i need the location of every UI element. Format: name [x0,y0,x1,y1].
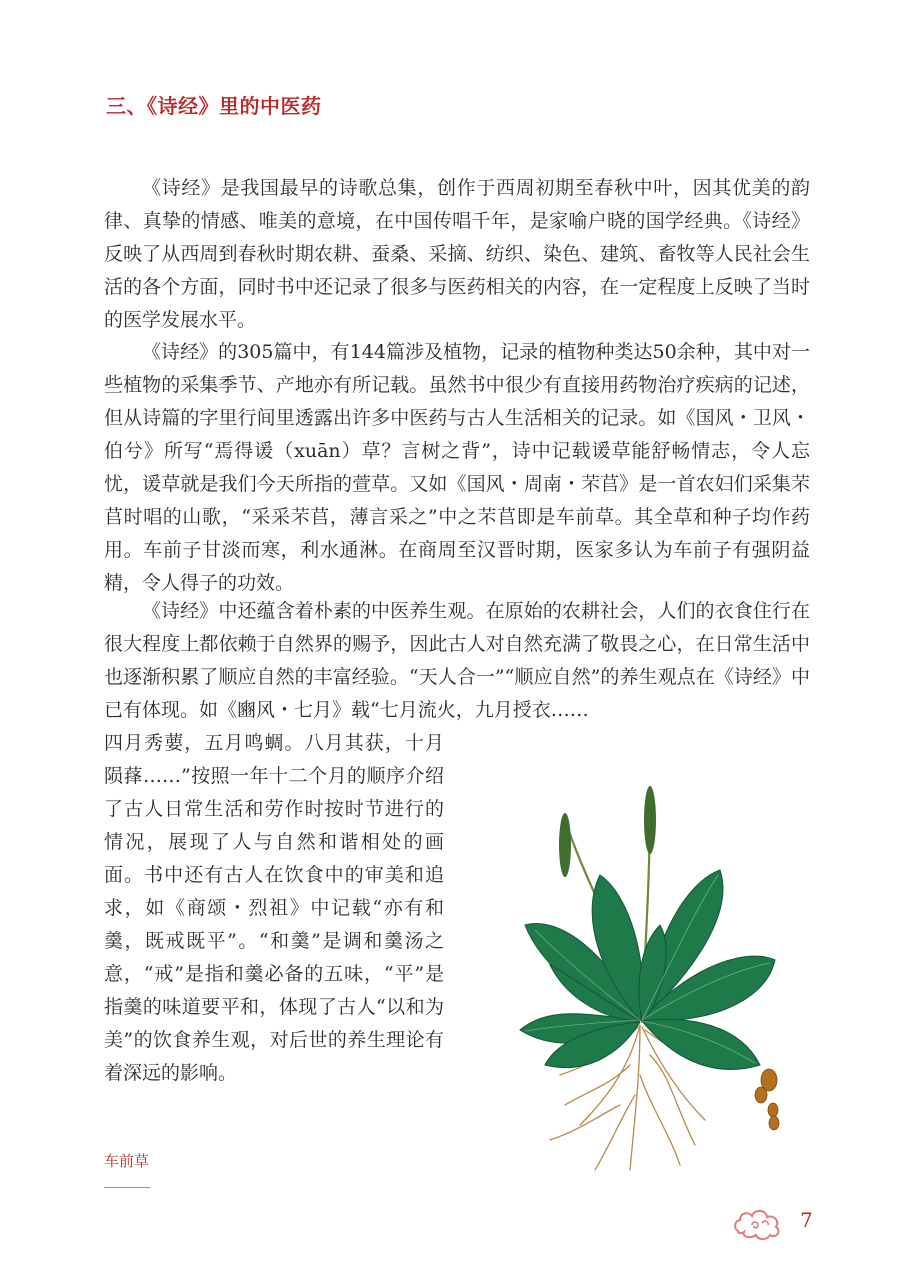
plantain-illustration [490,775,790,1185]
figure-caption: 车前草 [104,1152,150,1170]
caption-underline [104,1187,150,1188]
cloud-ornament-icon [732,1203,784,1243]
paragraph-intro: 《诗经》是我国最早的诗歌总集，创作于西周初期至春秋中叶，因其优美的韵律、真挚的情感、唯美的意境，在中国传唱千年，是家喻户晓的国学经典。《诗经》反映了从西周到春秋时期农耕、蚕桑、采摘、纺织、染色、建筑、畜牧等人民社会生活的各个方面，同时书中还记录了很多与医药相关的内容，在一定程度上反映了当时的医学发展水平。 [104,177,810,331]
section-title: 三、《诗经》里的中医药 [106,94,322,118]
page-number: 7 [800,1208,813,1232]
paragraph-plants: 《诗经》的305篇中，有144篇涉及植物，记录的植物种类达50余种，其中对一些植物的采集季节、产地亦有所记载。虽然书中很少有直接用药物治疗疾病的记述，但从诗篇的字里行间里透露出许多中医药与古人生活相关的记录。如《国风・卫风・伯兮》所写“焉得谖（xuān）草？言树之背”，诗中记载谖草能舒畅情志，令人忘忧，谖草就是我们今天所指的萱草。又如《国风・周南・芣苢》是一首农妇们采集芣苢时唱的山歌，“采采芣苢，薄言采之”中之芣苢即是车前草。其全草和种子均作药用。车前子甘淡而寒，利水通淋。在商周至汉晋时期，医家多认为车前子有强阴益精，令人得子的功效。 [104,341,810,594]
paragraph-health: 《诗经》中还蕴含着朴素的中医养生观。在原始的农耕社会，人们的衣食住行在很大程度上都依赖于自然界的赐予，因此古人对自然充满了敬畏之心，在日常生活中也逐渐积累了顺应自然的丰富经验。“天人合一”“顺应自然”的养生观点在《诗经》中已有体现。如《豳风・七月》载“七月流火，九月授衣…… [104,600,810,721]
paragraph-health-continued: 四月秀葽，五月鸣蜩。八月其获，十月陨萚……”按照一年十二个月的顺序介绍了古人日常生活和劳作时按时节进行的情况，展现了人与自然和谐相处的画面。书中还有古人在饮食中的审美和追求，如《商颂・烈祖》中记载“亦有和羹，既戒既平”。“和羹”是调和羹汤之意，“戒”是指和羹必备的五味，“平”是指羹的味道要平和，体现了古人“以和为美”的饮食养生观，对后世的养生理论有着深远的影响。 [104,732,444,1084]
